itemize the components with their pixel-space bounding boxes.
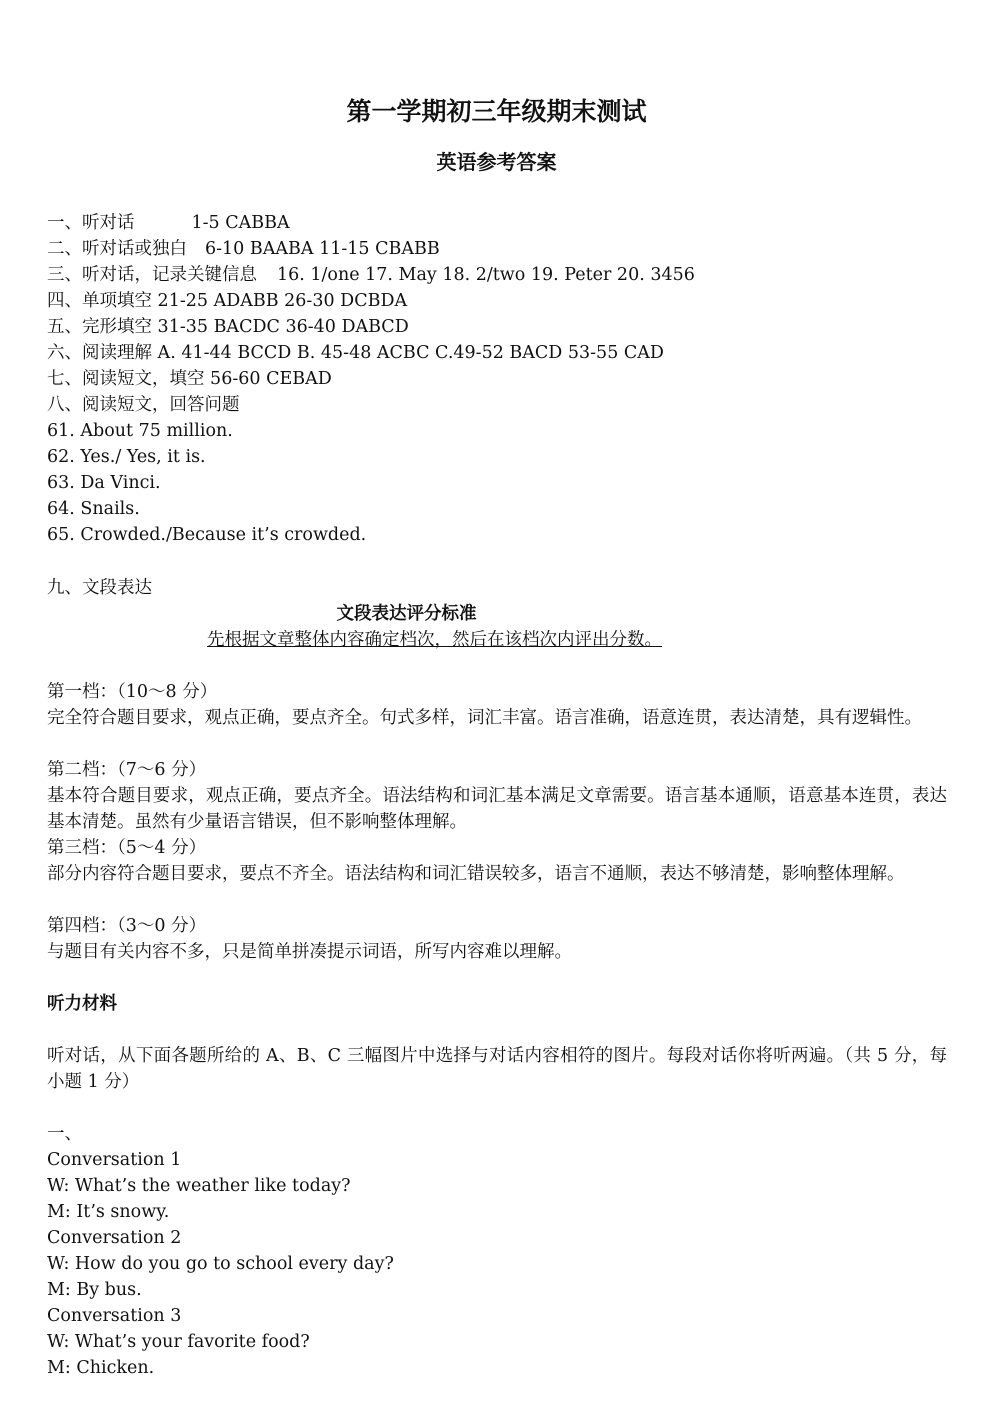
writing-criteria-instruction: 先根据文章整体内容确定档次，然后在该档次内评出分数。 bbox=[207, 630, 662, 650]
listening-line: W: How do you go to school every day? bbox=[47, 1254, 394, 1274]
answer-q62: 62. Yes./ Yes, it is. bbox=[47, 447, 206, 467]
answer-q61: 61. About 75 million. bbox=[47, 421, 233, 441]
answer-line-1 bbox=[47, 210, 290, 236]
level-1-text: 完全符合题目要求，观点正确，要点齐全。句式多样，词汇丰富。语言准确，语意连贯，表达清楚，具有逻辑性。 bbox=[47, 708, 922, 728]
answer-value: 1-5 CABBA bbox=[191, 213, 290, 233]
level-1-label: 第一档：（10～8 分） bbox=[47, 682, 218, 702]
answer-line-2 bbox=[47, 236, 440, 262]
writing-criteria-heading: 文段表达评分标准 bbox=[336, 604, 477, 624]
listening-line: W: What’s your favorite food? bbox=[47, 1332, 310, 1352]
level-4-label: 第四档：（3～0 分） bbox=[47, 916, 207, 936]
answer-line-5: 五、完形填空 31-35 BACDC 36-40 DABCD bbox=[47, 317, 409, 337]
answer-label: 二、听对话或独白 bbox=[47, 239, 187, 259]
answer-line-8: 八、阅读短文，回答问题 bbox=[47, 395, 240, 415]
answer-line-4: 四、单项填空 21-25 ADABB 26-30 DCBDA bbox=[47, 291, 408, 311]
level-2-label: 第二档：（7～6 分） bbox=[47, 760, 207, 780]
answer-q64: 64. Snails. bbox=[47, 499, 140, 519]
answer-label: 三、听对话，记录关键信息 bbox=[47, 265, 257, 285]
level-3-label: 第三档：（5～4 分） bbox=[47, 838, 207, 858]
listening-line: M: It’s snowy. bbox=[47, 1202, 170, 1222]
answer-q65: 65. Crowded./Because it’s crowded. bbox=[47, 525, 367, 545]
listening-heading: 听力材料 bbox=[47, 994, 117, 1014]
level-3-text: 部分内容符合题目要求，要点不齐全。语法结构和词汇错误较多，语言不通顺，表达不够清楚，影响整体理解。 bbox=[47, 864, 905, 884]
answer-line-7: 七、阅读短文，填空 56-60 CEBAD bbox=[47, 369, 332, 389]
listening-line: M: By bus. bbox=[47, 1280, 142, 1300]
listening-line: Conversation 1 bbox=[47, 1150, 182, 1170]
listening-part-label: 一、 bbox=[47, 1124, 82, 1144]
page-subtitle: 英语参考答案 bbox=[436, 150, 557, 174]
listening-line: W: What’s the weather like today? bbox=[47, 1176, 351, 1196]
listening-instruction: 听对话，从下面各题所给的 A、B、C 三幅图片中选择与对话内容相符的图片。每段对话你将听两遍。（共 5 分，每小题 1 分） bbox=[47, 1046, 947, 1092]
level-2-text: 基本符合题目要求，观点正确，要点齐全。语法结构和词汇基本满足文章需要。语言基本通顺，语意基本连贯，表达基本清楚。虽然有少量语言错误，但不影响整体理解。 bbox=[47, 786, 947, 832]
answer-q63: 63. Da Vinci. bbox=[47, 473, 161, 493]
answer-line-3 bbox=[47, 262, 695, 288]
listening-line: Conversation 2 bbox=[47, 1228, 182, 1248]
level-4-text: 与题目有关内容不多，只是简单拼凑提示词语，所写内容难以理解。 bbox=[47, 942, 572, 962]
answer-label: 一、听对话 bbox=[47, 213, 135, 233]
listening-line: Conversation 3 bbox=[47, 1306, 182, 1326]
answer-line-6: 六、阅读理解 A. 41-44 BCCD B. 45-48 ACBC C.49-52 BACD 53-55 CAD bbox=[47, 343, 664, 363]
page-title: 第一学期初三年级期末测试 bbox=[346, 97, 647, 126]
answer-value: 16. 1/one 17. May 18. 2/two 19. Peter 20. 3456 bbox=[277, 265, 695, 285]
writing-section-label: 九、文段表达 bbox=[47, 578, 152, 598]
listening-line: M: Chicken. bbox=[47, 1358, 155, 1378]
answer-value: 6-10 BAABA 11-15 CBABB bbox=[205, 239, 440, 259]
